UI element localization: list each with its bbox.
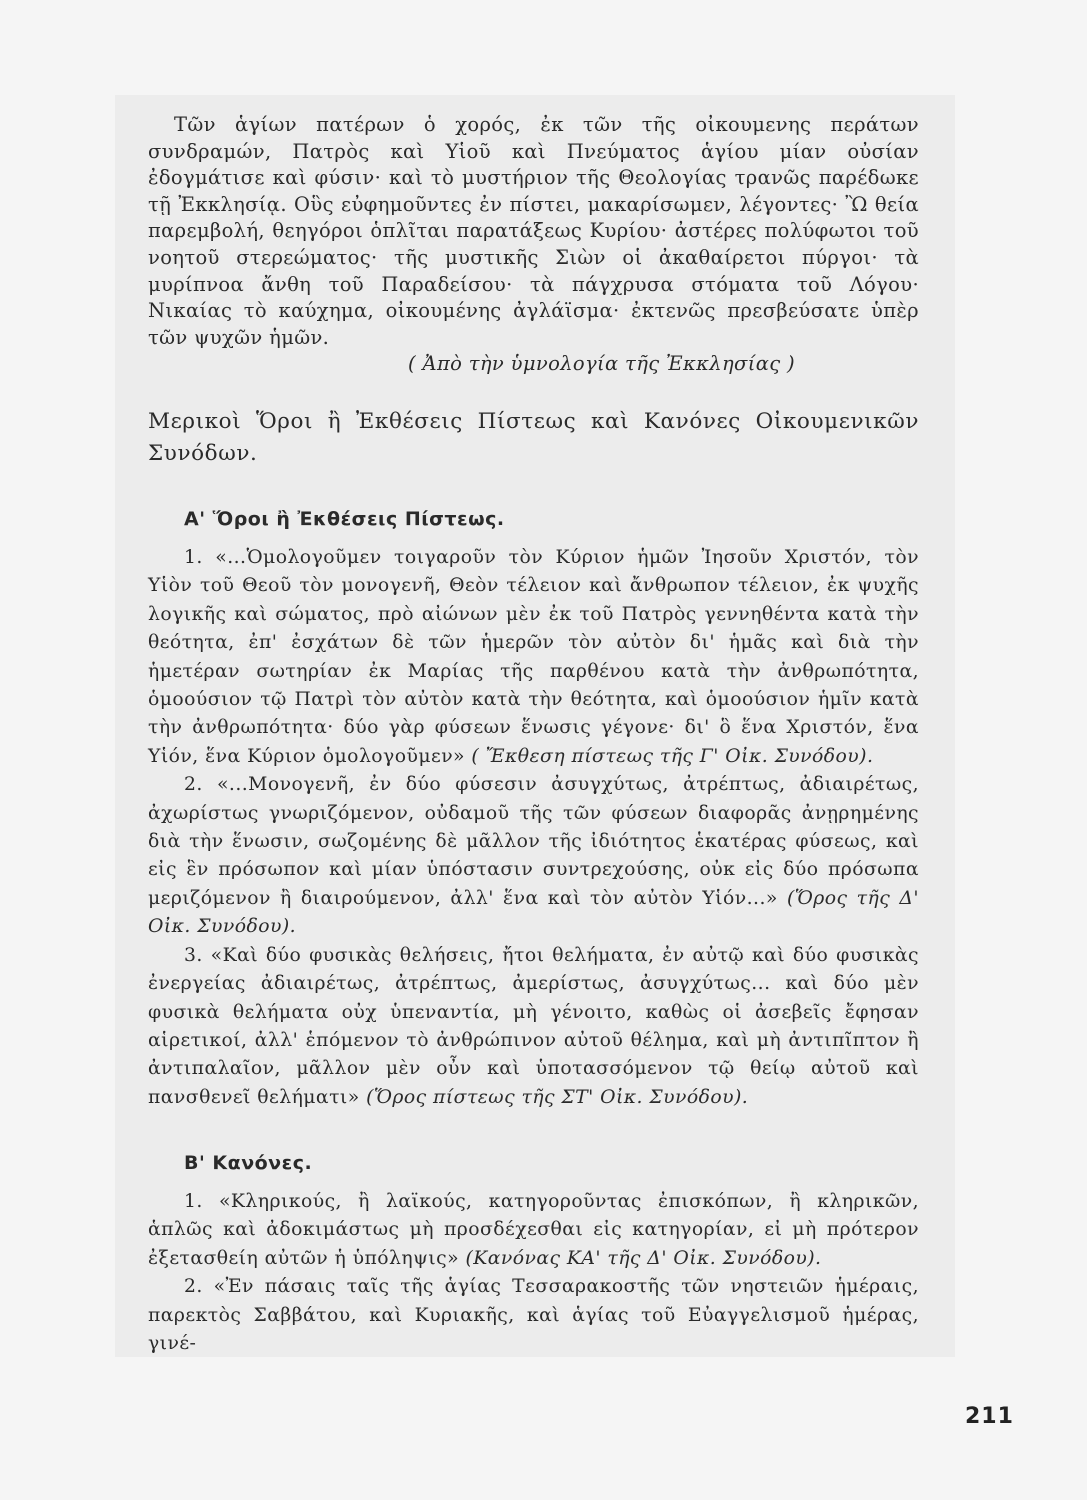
item-text: 2. «...Μονογενῆ, ἐν δύο φύσεσιν ἀσυγχύτως, ἀτρέπτως, ἀδιαιρέτως, ἀχωρίστως γνωριζόμενον, οὐδαμοῦ τῆς τῶν φύσεων διαφορᾶς ἀνῃρημένης διὰ τὴν ἕνωσιν, σωζομένης δὲ μᾶλλον τῆς ἰδιότητος ἑκατέρας φύσεως, καὶ εἰς ἓν πρόσωπον καὶ μίαν ὑπόστασιν συντρεχούσης, οὐκ εἰς δύο πρόσωπα μεριζόμενον ἢ διαιρούμενον, ἀλλ' ἕνα καὶ τὸν αὐτὸν Υἱόν...» bbox=[148, 774, 919, 909]
item-source: ( Ἔκθεση πίστεως τῆς Γ' Οἰκ. Συνόδου). bbox=[471, 745, 874, 767]
item-text: 1. «Κληρικούς, ἢ λαϊκούς, κατηγοροῦντας ἐπισκόπων, ἢ κληρικῶν, ἁπλῶς καὶ ἀδοκιμάστως μὴ προσδέχεσθαι εἰς κατηγορίαν, εἰ μὴ πρότερον ἐξετασθείη αὐτῶν ἡ ὑπόληψις» bbox=[148, 1191, 919, 1269]
item-source: (Ὅρος τῆς Δ' Οἰκ. Συνόδου). bbox=[148, 887, 919, 938]
intro-hymn-text: Τῶν ἁγίων πατέρων ὁ χορός, ἐκ τῶν τῆς οἰκουμενης περάτων συνδραμών, Πατρὸς καὶ Υἱοῦ καὶ Πνεύματος ἁγίου μίαν οὐσίαν ἐδογμάτισε καὶ φύσιν· καὶ τὸ μυστήριον τῆς Θεολογίας τρανῶς παρέδωκε τῇ Ἐκκλησίᾳ. Οὓς εὐφημοῦντες ἐν πίστει, μακαρίσωμεν, λέγοντες· Ὢ θεία παρεμβολή, θεηγόροι ὁπλῖται παρατάξεως Κυρίου· ἀστέρες πολύφωτοι τοῦ νοητοῦ στερεώματος· τῆς μυστικῆς Σιὼν οἱ ἀκαθαίρετοι πύργοι· τὰ μυρίπνοα ἄνθη τοῦ Παραδείσου· τὰ πάγχρυσα στόματα τοῦ Λόγου· Νικαίας τὸ καύχημα, οἰκουμένης ἀγλάϊσμα· ἐκτενῶς πρεσβεύσατε ὑπὲρ τῶν ψυχῶν ἡμῶν. bbox=[148, 113, 919, 349]
section-b-item-2 bbox=[148, 1273, 919, 1358]
section-b-title: Β' Κανόνες. bbox=[184, 1152, 313, 1174]
section-b-body bbox=[148, 1188, 919, 1358]
page-number: 211 bbox=[965, 1404, 1014, 1429]
section-a-title: Α' Ὅροι ἢ Ἐκθέσεις Πίστεως. bbox=[184, 508, 505, 530]
section-a-item-2 bbox=[148, 771, 919, 941]
item-source: (Κανόνας ΚΑ' τῆς Δ' Οἰκ. Συνόδου). bbox=[465, 1247, 822, 1269]
section-a-item-3 bbox=[148, 942, 919, 1112]
item-text: 1. «...Ὁμολογοῦμεν τοιγαροῦν τὸν Κύριον ἡμῶν Ἰησοῦν Χριστόν, τὸν Υἱὸν τοῦ Θεοῦ τὸν μονογενῆ, Θεὸν τέλειον καὶ ἄνθρωπον τέλειον, ἐκ ψυχῆς λογικῆς καὶ σώματος, πρὸ αἰώνων μὲν ἐκ τοῦ Πατρὸς γεννηθέντα κατὰ τὴν θεότητα, ἐπ' ἐσχάτων δὲ τῶν ἡμερῶν τὸν αὐτὸν δι' ἡμᾶς καὶ διὰ τὴν ἡμετέραν σωτηρίαν ἐκ Μαρίας τῆς παρθένου κατὰ τὴν ἀνθρωπότητα, ὁμοούσιον τῷ Πατρὶ τὸν αὐτὸν κατὰ τὴν θεότητα, καὶ ὁμοούσιον ἡμῖν κατὰ τὴν ἀνθρωπότητα· δύο γὰρ φύσεων ἕνωσις γέγονε· δι' ὃ ἕνα Χριστόν, ἕνα Υἱόν, ἕνα Κύριον ὁμολογοῦμεν» bbox=[148, 547, 919, 767]
section-a-item-1 bbox=[148, 544, 919, 771]
main-heading-block bbox=[148, 406, 919, 470]
intro-hymn-block bbox=[148, 112, 919, 378]
item-text: 2. «Ἐν πάσαις ταῖς τῆς ἁγίας Τεσσαρακοστῆς τῶν νηστειῶν ἡμέραις, παρεκτὸς Σαββάτου, καὶ Κυριακῆς, καὶ ἁγίας τοῦ Εὐαγγελισμοῦ ἡμέρας, γινέ- bbox=[148, 1276, 919, 1355]
section-a-body bbox=[148, 544, 919, 1112]
main-heading: Μερικοὶ Ὅροι ἢ Ἐκθέσεις Πίστεως καὶ Κανόνες Οἰκουμενικῶν Συνόδων. bbox=[148, 409, 919, 466]
item-text: 3. «Καὶ δύο φυσικὰς θελήσεις, ἤτοι θελήματα, ἐν αὐτῷ καὶ δύο φυσικὰς ἐνεργείας ἀδιαιρέτως, ἀτρέπτως, ἀμερίστως, ἀσυγχύτως... καὶ δύο μὲν φυσικὰ θελήματα οὐχ ὑπεναντία, μὴ γένοιτο, καθὼς οἱ ἀσεβεῖς ἔφησαν αἱρετικοί, ἀλλ' ἑπόμενον τὸ ἀνθρώπινον αὐτοῦ θέλημα, καὶ μὴ ἀντιπῖπτον ἢ ἀντιπαλαῖον, μᾶλλον μὲν οὖν καὶ ὑποτασσόμενον τῷ θείῳ αὐτοῦ καὶ πανσθενεῖ θελήματι» bbox=[148, 944, 919, 1108]
item-source: (Ὅρος πίστεως τῆς ΣΤ' Οἰκ. Συνόδου). bbox=[366, 1086, 749, 1108]
intro-attribution: ( Ἀπὸ τὴν ὑμνολογία τῆς Ἐκκλησίας ) bbox=[408, 352, 795, 376]
section-b-item-1 bbox=[148, 1188, 919, 1273]
